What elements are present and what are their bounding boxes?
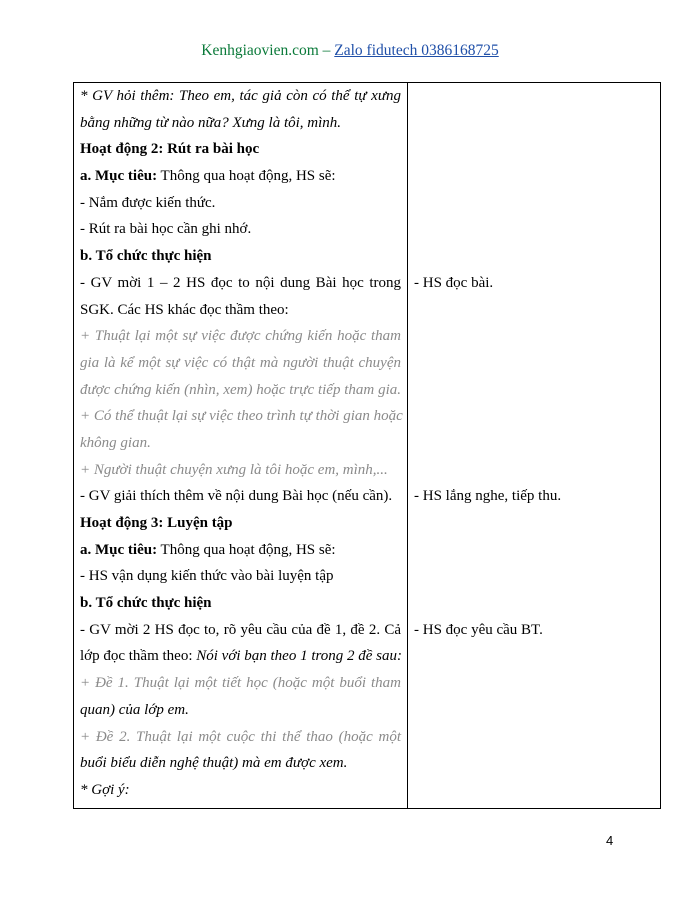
text-line (80, 670, 401, 697)
student-activity-cell (408, 83, 661, 809)
text-line (80, 297, 401, 324)
text-line (80, 83, 401, 110)
text-run: a. Mục tiêu: (80, 541, 158, 558)
empty-line (414, 510, 654, 537)
student-activity-text (408, 83, 660, 804)
text-run: được chứng kiến (nhìn, xem) hoặc trực tiếp tham gia. (80, 381, 401, 398)
empty-line (414, 777, 654, 804)
header-separator: – (322, 42, 331, 59)
text-line (80, 697, 401, 724)
text-line (80, 510, 401, 537)
empty-line (414, 457, 654, 484)
empty-line (414, 323, 654, 350)
text-run: Hoạt động 3: Luyện tập (80, 515, 233, 531)
text-line (80, 724, 401, 751)
empty-line (414, 724, 654, 751)
text-run: không gian. (80, 434, 151, 451)
text-line (80, 216, 401, 243)
text-line (80, 136, 401, 163)
empty-line (414, 430, 654, 457)
text-run: Thông qua hoạt động, HS sẽ: (157, 168, 336, 185)
student-response: - HS lắng nghe, tiếp thu. (414, 488, 562, 505)
empty-line (414, 670, 654, 697)
table-row (74, 83, 661, 809)
empty-line (414, 297, 654, 324)
text-run: Hoạt động 2: Rút ra bài học (80, 141, 260, 158)
student-response: - HS đọc yêu cầu BT. (414, 621, 543, 638)
text-run: gia là kể một sự việc có thật mà người thuật chuyện (80, 354, 401, 371)
text-line (80, 777, 401, 804)
text-run: + Thuật lại một sự việc được chứng kiến hoặc tham (80, 328, 401, 345)
empty-line (414, 537, 654, 564)
text-run: - Rút ra bài học cần ghi nhớ. (80, 221, 252, 238)
text-line (80, 403, 401, 430)
empty-line (414, 243, 654, 270)
text-line (80, 377, 401, 404)
empty-line (414, 136, 654, 163)
teacher-activity-cell (74, 83, 408, 809)
text-run: quan) của lớp em. (80, 701, 189, 718)
text-line (80, 430, 401, 457)
text-run: - GV mời 2 HS đọc to, rõ yêu cầu của đề 1, đề 2. Cả (80, 621, 401, 638)
text-line (80, 190, 401, 217)
page-number: 4 (606, 833, 614, 848)
empty-line (414, 403, 654, 430)
text-line (80, 163, 401, 190)
lesson-table (73, 82, 661, 809)
text-run: + Có thể thuật lại sự việc theo trình tự thời gian hoặc (80, 408, 403, 425)
text-line (80, 243, 401, 270)
text-line (80, 563, 401, 590)
text-line (80, 643, 401, 670)
empty-line (414, 750, 654, 777)
text-line (80, 270, 401, 297)
text-run: - HS vận dụng kiến thức vào bài luyện tập (80, 568, 334, 585)
text-run: + Đề 2. Thuật lại một cuộc thi thể thao (hoặc một (80, 728, 401, 745)
text-run: + Đề 1. Thuật lại một tiết học (hoặc một buổi tham (80, 675, 401, 692)
empty-line (414, 643, 654, 670)
text-run: bằng những từ nào nữa? Xưng là tôi, mình. (80, 114, 342, 131)
empty-line (414, 163, 654, 190)
text-run: + Người thuật chuyện xưng là tôi hoặc em, mình,... (80, 461, 388, 478)
empty-line (414, 110, 654, 137)
text-run: SGK. Các HS khác đọc thầm theo: (80, 301, 289, 318)
empty-line (414, 697, 654, 724)
text-line (80, 590, 401, 617)
text-line (80, 323, 401, 350)
header-contact-link[interactable]: Zalo fidutech 0386168725 (334, 42, 499, 59)
empty-line (414, 83, 654, 110)
text-run: lớp đọc thầm theo: (80, 648, 197, 665)
text-run: a. Mục tiêu: (80, 168, 158, 185)
empty-line (414, 377, 654, 404)
text-line (80, 457, 401, 484)
text-run: Thông qua hoạt động, HS sẽ: (157, 541, 336, 558)
text-run: - GV mời 1 – 2 HS đọc to nội dung Bài học trong (80, 274, 401, 291)
text-run: - Nắm được kiến thức. (80, 194, 216, 211)
empty-line (414, 216, 654, 243)
text-run: buổi biểu diễn nghệ thuật) mà em được xem. (80, 755, 348, 772)
text-line (80, 483, 401, 510)
empty-line (414, 563, 654, 590)
text-line (80, 617, 401, 644)
text-run: b. Tổ chức thực hiện (80, 595, 212, 612)
empty-line (414, 350, 654, 377)
text-line (80, 750, 401, 777)
text-run: Nói với bạn theo 1 trong 2 đề sau: (196, 648, 403, 665)
page-header (0, 41, 700, 61)
empty-line (414, 190, 654, 217)
teacher-activity-text (74, 83, 407, 808)
text-run: - GV giải thích thêm về nội dung Bài học (nếu cần). (80, 488, 393, 505)
text-run: * GV hỏi thêm: Theo em, tác giả còn có thể tự xưng (80, 88, 401, 104)
empty-line (414, 590, 654, 617)
text-run: b. Tổ chức thực hiện (80, 248, 212, 265)
text-line (80, 110, 401, 137)
text-line (80, 537, 401, 564)
text-line (80, 350, 401, 377)
text-run: * Gợi ý: (80, 781, 130, 798)
header-site-link[interactable]: Kenhgiaovien.com (201, 42, 319, 59)
student-response: - HS đọc bài. (414, 274, 494, 291)
